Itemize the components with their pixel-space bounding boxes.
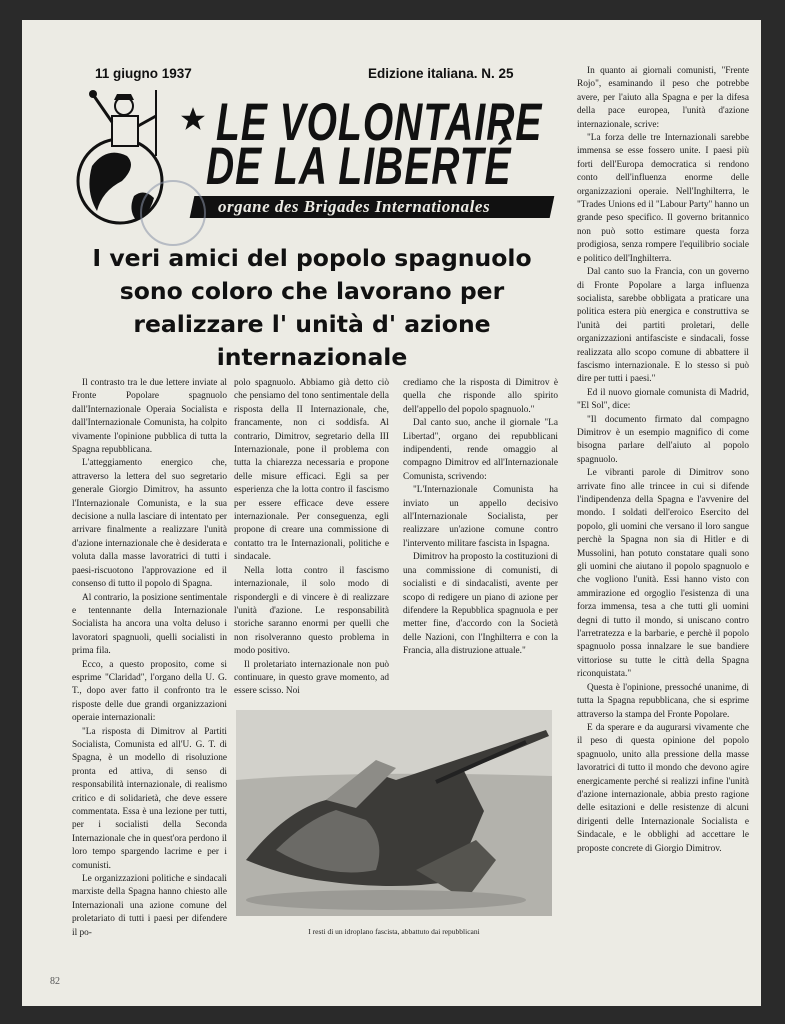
- article-column-4: [577, 65, 749, 856]
- paragraph: Il proletariato internazionale non può continuare, in questo grave momento, ad essere scisso. Noi: [234, 659, 389, 697]
- photo-caption: I resti di un idroplano fascista, abbattuto dai repubblicani: [308, 927, 480, 936]
- edition-number: Edizione italiana. N. 25: [368, 66, 514, 81]
- paragraph: "L'Internazionale Comunista ha inviato un appello decisivo all'Internazionale Socialista, per realizzare un'azione comune contro l'intervento militare fascista in Ispagna.: [403, 485, 558, 549]
- newspaper-page: [22, 20, 761, 1006]
- wrecked-seaplane-photo: [236, 710, 552, 916]
- paragraph: Dal canto suo, anche il giornale "La Libertad", organo dei repubblicani indipendenti, rende omaggio al compagno Dimitrov ed all'Internazionale Comunista, scrivendo:: [403, 418, 558, 482]
- article-column-2: [234, 377, 389, 699]
- paragraph: polo spagnuolo. Abbiamo già detto ciò che pensiamo del tono sentimentale della risposta della II Internazionale, che, francamente, non ci soddisfa. Al contrario, Dimitrov, segretario della III Internazionale, pone il problema con tutta la chiarezza necessaria e propone delle misure efficaci. Egli sa per esperienza che la lotta contro il fascismo per essere efficace deve essere internazionale. Per conseguenza, egli propone di creare una commissione di contatto tra le Internazionali, politiche e sindacale.: [234, 378, 389, 563]
- star-icon: [180, 106, 206, 132]
- paragraph: Al contrario, la posizione sentimentale e tentennante della Internazionale Socialista ha ancora una volta deluso i lavoratori spagnuoli, quelli socialisti in prima fila.: [72, 592, 227, 657]
- paragraph: Ed il nuovo giornale comunista di Madrid, "El Sol", dice:: [577, 387, 749, 412]
- masthead-subtitle: organe des Brigades Internationales: [218, 197, 491, 216]
- main-headline: I veri amici del popolo spagnuolo sono coloro che lavorano per realizzare l' unità d' azione internazionale: [92, 244, 532, 371]
- handwritten-page-number: 82: [50, 976, 60, 987]
- article-column-1: [72, 377, 227, 940]
- paragraph: Dimitrov ha proposto la costituzioni di una commissione di comunisti, di socialisti e di sindacalisti, avente per scopo di redigere un piano di azione per difendere la Repubblica spagnuola e per metter fine, d'accordo con la Società delle Nazioni, con l'Inghilterra e con la Francia, alla distruzione attuale.": [403, 552, 558, 657]
- paragraph: Nella lotta contro il fascismo internazionale, il solo modo di rispondergli e di vincere è di realizzare l'unità d'azione. Le responsabilità storiche saranno enormi per quelli che non risolveranno questo problema in modo positivo.: [234, 565, 389, 657]
- paragraph: Le organizzazioni politiche e sindacali marxiste della Spagna hanno chiesto alle Internazionali una azione comune del proletariato di tutti i paesi per difendere il po-: [72, 874, 227, 938]
- paragraph: L'atteggiamento energico che, attraverso la lettera del suo segretario generale Giorgio Dimitrov, ha assunto l'Internazionale Comunista, e la sua decisione a nulla lasciare di intentato per arrivare finalmente a realizzare l'unità d'azione internazionale che è desiderata e voluta dalla masse lavoratrici di tutti i paesi-riscuotono l'approvazione ed il consenso di tutto il popolo di Spagna.: [72, 458, 227, 590]
- issue-date: 11 giugno 1937: [95, 66, 192, 81]
- paragraph: "La forza delle tre Internazionali sarebbe immensa se esse fossero unite. I paesi più forti dell'Europa democratica si rendono conto dell'influenza enorme delle organizzazioni operaie. Nell'Inghilterra, le "Trades Unions ed il "Labour Party" hanno un grande peso specifico. Il governo britannico non può sotto estimare questa forza prodigiosa, senza rompere l'equilibrio sociale e politico dell'Inghilterra.: [577, 133, 749, 264]
- wreckage-illustration: [236, 710, 552, 916]
- paragraph: "Il documento firmato dal compagno Dimitrov è un esempio magnifico di come bisogna parlare dell'aiuto al popolo spagnuolo.: [577, 414, 749, 465]
- article-column-3: [403, 377, 558, 659]
- paragraph: In quanto ai giornali comunisti, "Frente Rojo", esaminando il peso che potrebbe avere, per l'aiuto alla Spagna e per la difesa della pace europea, l'unità d'azione internazionale, scrive:: [577, 66, 749, 130]
- paragraph: E da sperare e da augurarsi vivamente che il peso di questa opinione del popolo spagnuolo, unito alla pressione della masse lavoratrici di tutto il mondo che devono agire energicamente perché si realizzi infine l'unità d'azione internazionale, abbia presto ragione delle esitazioni e delle resistenze di alcuni dirigenti delle Internazionale Socialista e Sindacale, e le obblighi ad accettare le proposte concrete di Giorgio Dimitrov.: [577, 722, 749, 854]
- archive-stamp: [140, 180, 206, 246]
- paragraph: "La risposta di Dimitrov al Partiti Socialista, Comunista ed all'U. G. T. di Spagna, è un modello di risoluzione pronta ed attiva, di senso di responsabilità internazionale, di realismo critico e di solidarietà, che deve essere commentata. Essa è una lezione per tutti, per i socialisti della Seconda Internazionale che in quest'ora perdono il loro tempo spargendo lacrime e per i comunisti.: [72, 726, 227, 871]
- paragraph: crediamo che la risposta di Dimitrov è quella che risponde allo spirito dell'appello del popolo spagnuolo.": [403, 378, 558, 415]
- paragraph: Ecco, a questo proposito, come si esprime "Claridad", l'organo della U. G. T., dopo aver fatto il confronto tra le risposte delle due grandi organizzazioni operaie internazionali:: [72, 659, 227, 724]
- paragraph: Dal canto suo la Francia, con un governo di Fronte Popolare a larga influenza socialista, sarebbe obbligata a praticare una politica estera più energica e construttiva se l'unità dei partiti proletari, delle organizzazioni antifasciste e sindacali, fosse realizzata allo scopo comune di abbattere il fascismo internazionale. E lo stesso si può dire per tutti i paesi.": [577, 267, 749, 385]
- paragraph: Questa è l'opinione, pressoché unanime, di tutta la Spagna repubblicana, che si esprime attraverso la stampa del Fronte Popolare.: [577, 682, 749, 720]
- paragraph: Le vibranti parole di Dimitrov sono arrivate fino alle trincee in cui si difende l'indipendenza della Spagna e l'avvenire del mondo. I soldati dell'eroico Esercito del popolo, gli uomini che versano il loro sangue perchè la Spagna non sia di Hitler e di Mussolini, han potuto constatare quali sono gli uomini che aiutano il popolo spagnuolo e che vogliono l'unità. Essi hanno visto con ammirazione ed orgoglio l'esistenza di una forza immensa, tesa a che tutti gli uomini degni di tutto il mondo, si uniscano contro l'arretratezza e la barbarie, e perchè il popolo spagnuolo possa innalzare le sue bandiere vittoriose su tutte le città della Spagna riconquistata.": [577, 468, 749, 680]
- paragraph: Il contrasto tra le due lettere inviate al Fronte Popolare spagnuolo dall'Internazionale Operaia Socialista e dall'Internazionale Comunista, ha colpito vivamente l'opinione pubblica di tutta la Spagna repubblicana.: [72, 378, 227, 456]
- masthead-title-line1: LE VOLONTAIRE: [216, 94, 543, 153]
- masthead-title-line2: DE LA LIBERTÉ: [206, 138, 512, 197]
